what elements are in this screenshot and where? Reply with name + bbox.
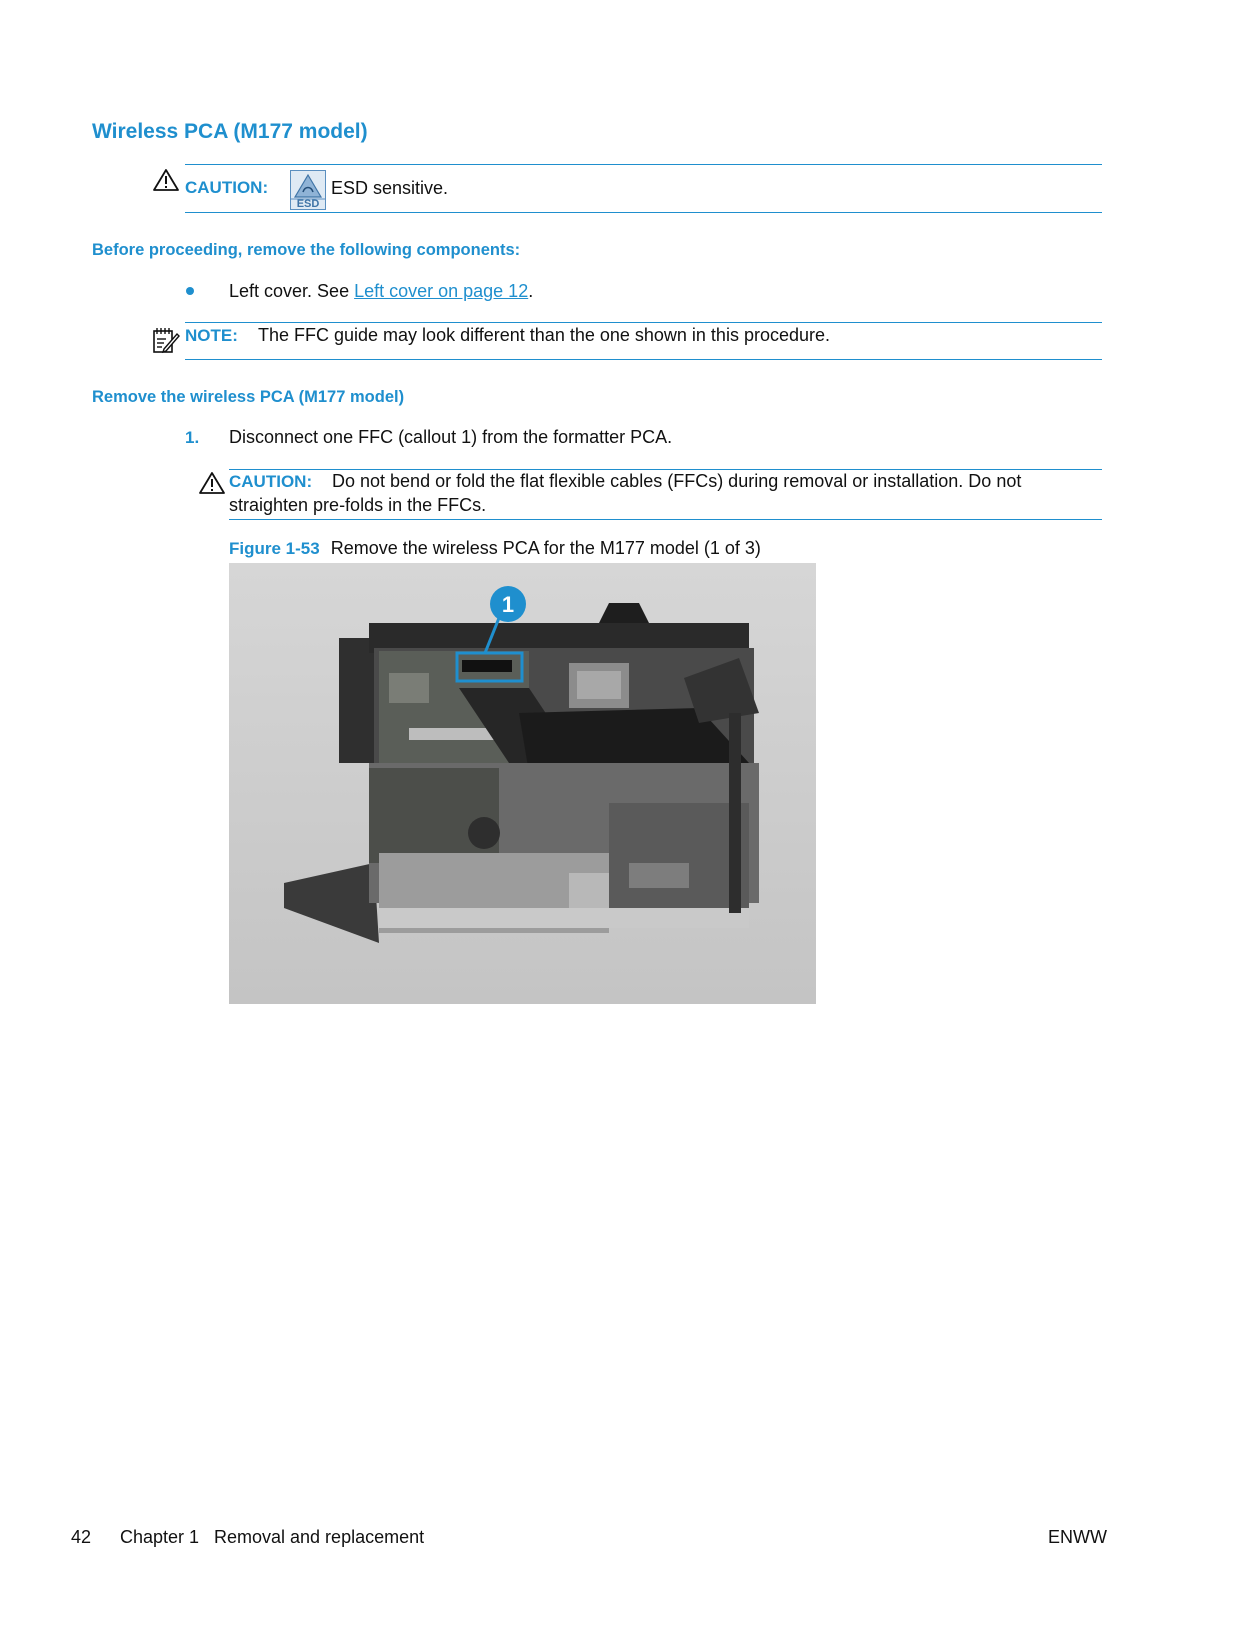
note-bottom-rule [185, 359, 1102, 360]
caution-bottom-rule [185, 212, 1102, 213]
procedure-heading: Remove the wireless PCA (M177 model) [92, 388, 405, 406]
esd-icon [290, 170, 326, 210]
page-number: 42 [71, 1527, 92, 1547]
footer-chapter: Chapter 1 [120, 1527, 200, 1547]
step-number: 1. [185, 428, 200, 447]
callout-number: 1 [501, 592, 515, 617]
prereq-item-text: Left cover. See [229, 281, 355, 301]
warning-icon-2 [198, 471, 226, 495]
caution-label: CAUTION: [185, 178, 269, 197]
note-top-rule [185, 322, 1102, 323]
caution-ffc-top-rule [229, 469, 1102, 470]
caution-top-rule [185, 164, 1102, 165]
caution-esd-text: ESD sensitive. [331, 178, 449, 198]
esd-icon-text: ESD [296, 198, 320, 210]
note-icon [152, 326, 180, 354]
prereq-item [229, 281, 533, 302]
figure-photo [229, 563, 816, 1004]
prereq-heading: Before proceeding, remove the following components: [92, 241, 521, 259]
figure-caption: Remove the wireless PCA for the M177 model (1 of 3) [330, 538, 761, 558]
warning-icon [152, 168, 180, 192]
caution-ffc-label: CAUTION: [229, 472, 313, 491]
bullet [186, 287, 194, 295]
caution-ffc-bottom-rule [229, 519, 1102, 520]
caution-ffc-line1: Do not bend or fold the flat flexible cables (FFCs) during removal or installation. Do not [332, 471, 1022, 491]
footer-chapter-title: Removal and replacement [214, 1527, 425, 1547]
left-cover-link[interactable]: Left cover on page 12 [354, 281, 529, 301]
figure-caption-line [229, 538, 761, 559]
caution-ffc-line2: straighten pre-folds in the FFCs. [229, 495, 487, 515]
note-text: The FFC guide may look different than the one shown in this procedure. [258, 325, 830, 345]
footer-right: ENWW [1048, 1527, 1107, 1547]
note-label: NOTE: [185, 326, 238, 345]
prereq-item-end: . [528, 281, 534, 301]
figure-label: Figure 1-53 [229, 539, 320, 558]
step-text: Disconnect one FFC (callout 1) from the formatter PCA. [229, 427, 673, 447]
section-title: Wireless PCA (M177 model) [92, 120, 368, 143]
